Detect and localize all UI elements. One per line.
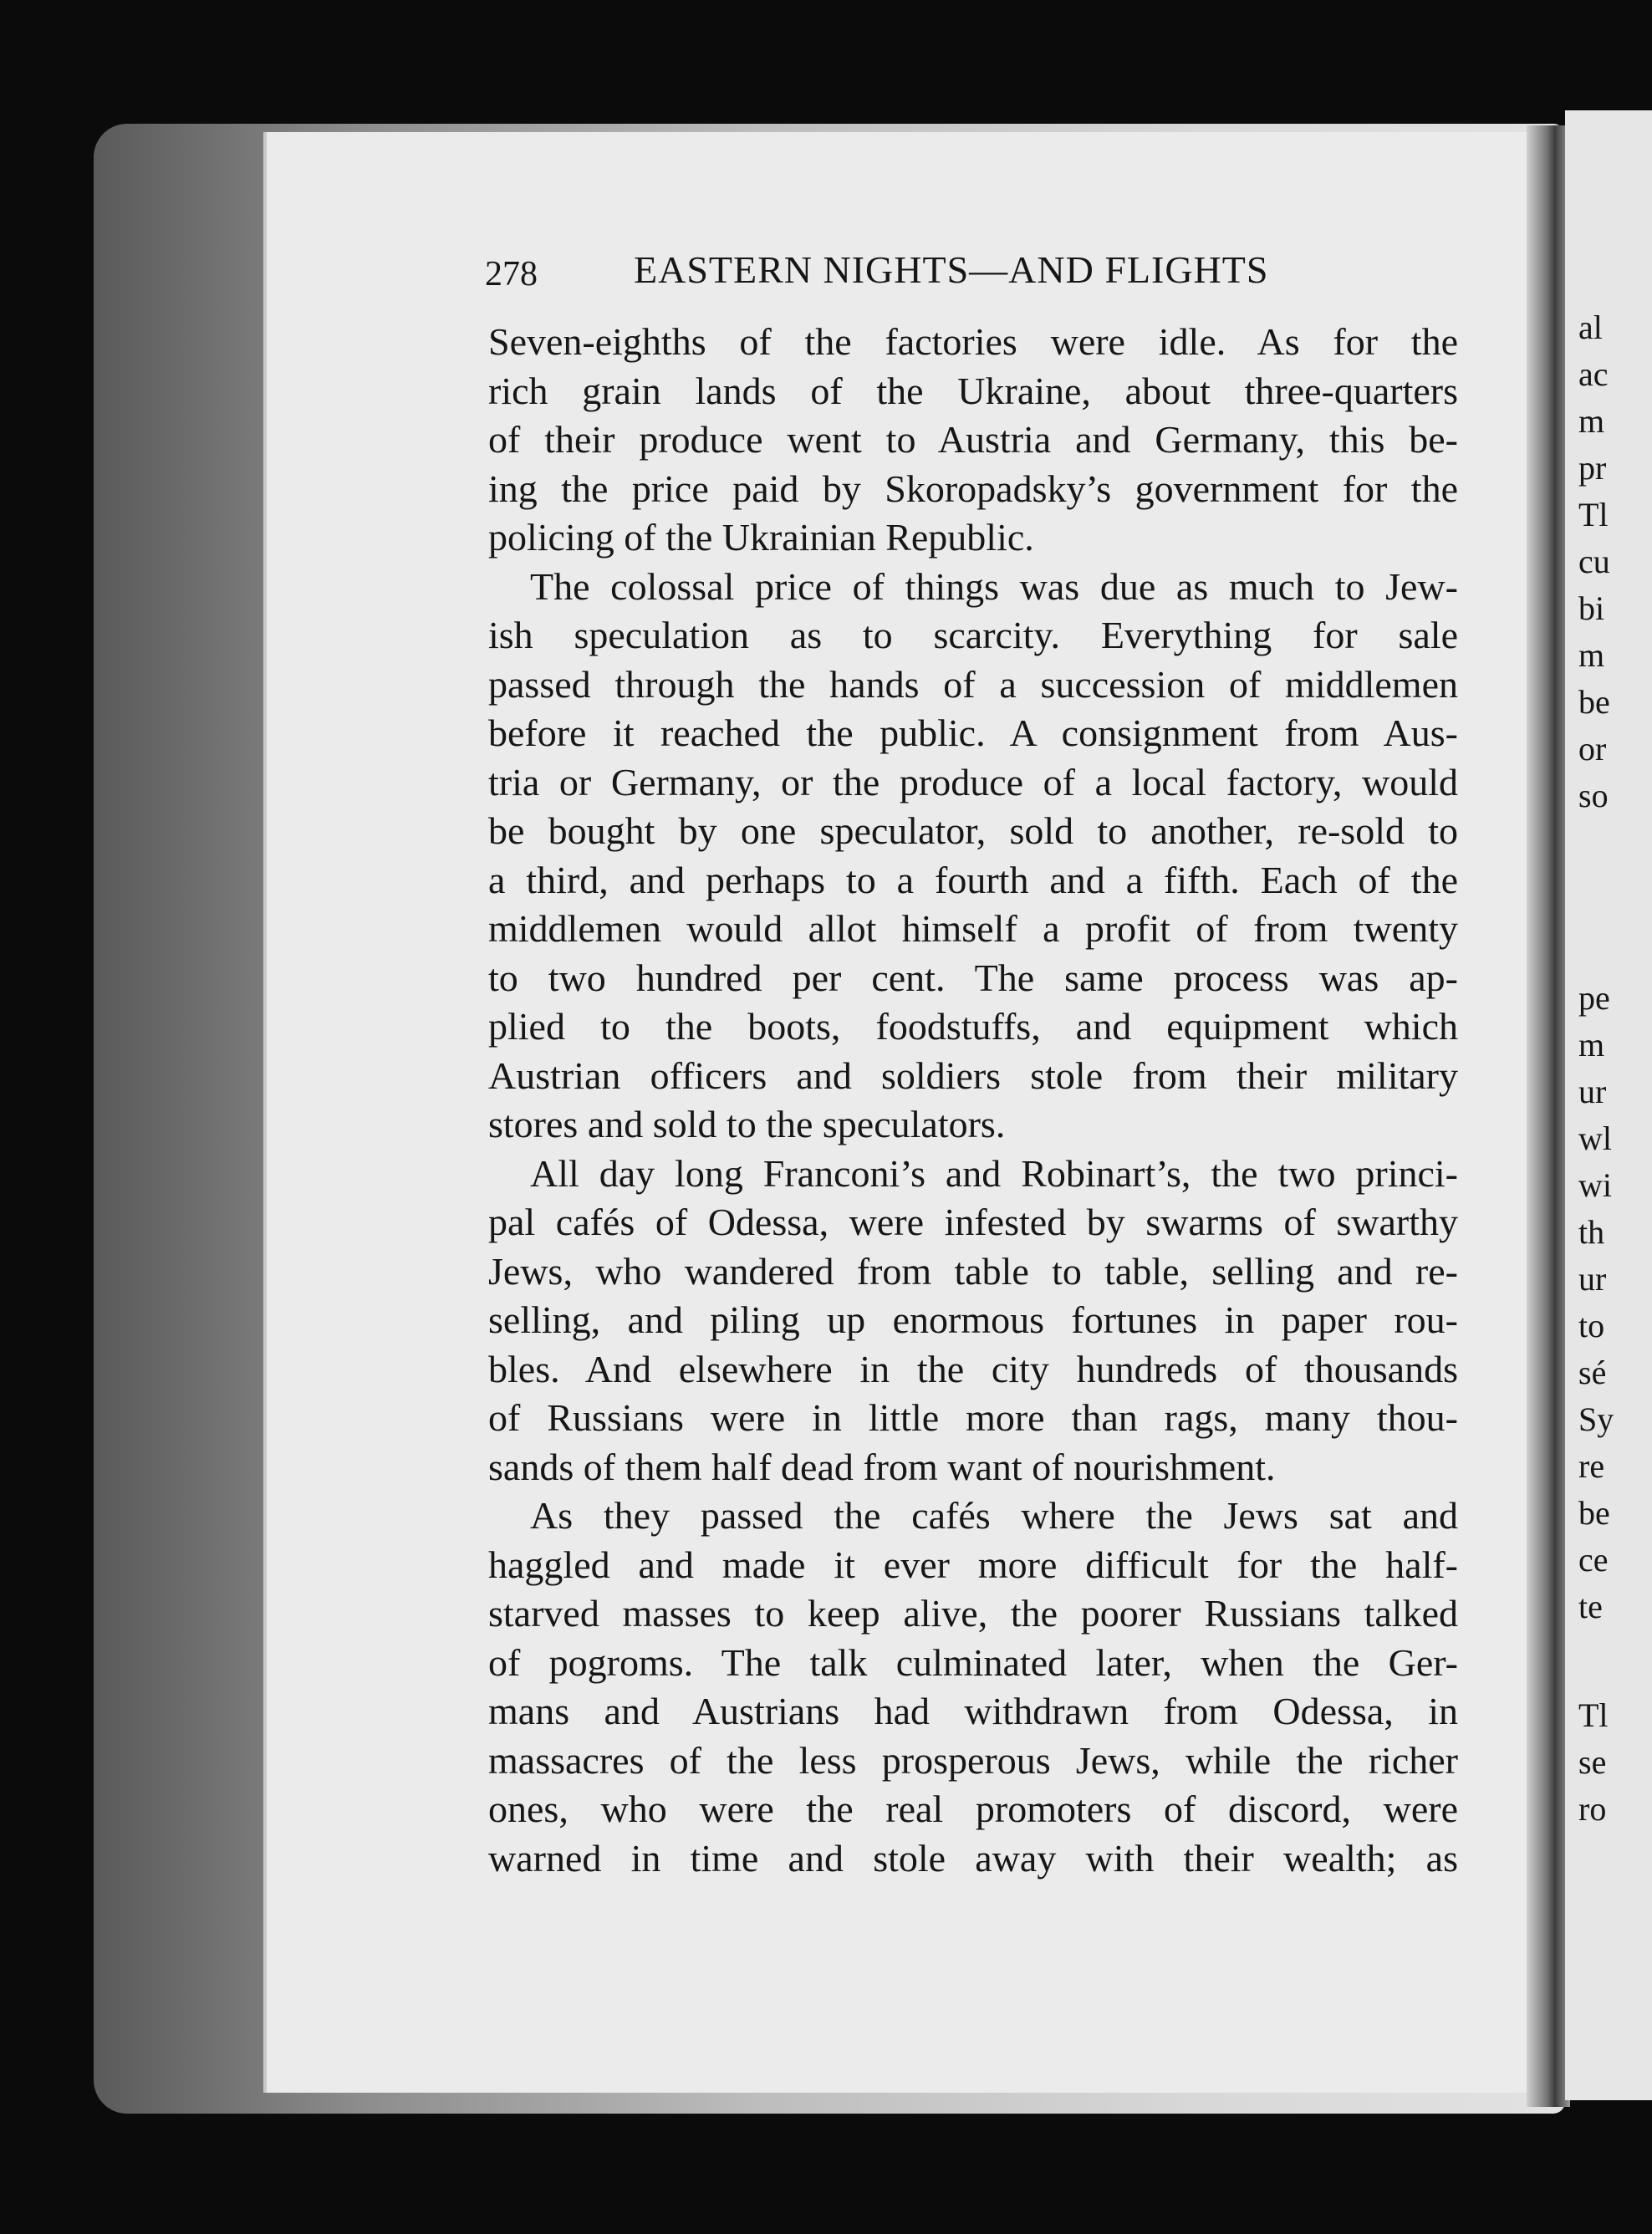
text-line: All day long Franconi’s and Robinart’s, the two princi- bbox=[530, 1151, 1458, 1195]
right-page-fragment: bi bbox=[1578, 589, 1605, 627]
text-line: passed through the hands of a succession of middlemen bbox=[488, 662, 1458, 706]
right-page-fragment: th bbox=[1578, 1213, 1605, 1251]
text-line: sands of them half dead from want of nourishment. bbox=[488, 1445, 1276, 1488]
text-line: ish speculation as to scarcity. Everything for sale bbox=[488, 614, 1458, 656]
right-page-fragment: sé bbox=[1578, 1354, 1607, 1391]
right-page-fragment: m bbox=[1578, 636, 1605, 674]
text-line: stores and sold to the speculators. bbox=[488, 1103, 1006, 1145]
running-title: EASTERN NIGHTS—AND FLIGHTS bbox=[634, 248, 1269, 291]
right-page-fragment: so bbox=[1578, 777, 1609, 814]
right-page-fragment: ce bbox=[1578, 1541, 1609, 1579]
right-page-fragment: se bbox=[1578, 1743, 1607, 1781]
text-line: Jews, who wandered from table to table, selling and re- bbox=[488, 1249, 1458, 1293]
text-line: Austrian officers and soldiers stole from their military bbox=[488, 1053, 1458, 1097]
right-page-fragment: to bbox=[1578, 1307, 1605, 1344]
text-line: massacres of the less prosperous Jews, while the richer bbox=[488, 1738, 1458, 1782]
right-page-fragment: Tl bbox=[1578, 1696, 1609, 1734]
text-line: tria or Germany, or the produce of a local factory, would bbox=[488, 760, 1458, 803]
right-page-fragment: cu bbox=[1578, 543, 1610, 580]
text-line: starved masses to keep alive, the poorer Russians talked bbox=[488, 1592, 1458, 1635]
body-text bbox=[488, 318, 1458, 1883]
right-page-fragment: wi bbox=[1578, 1166, 1612, 1204]
text-line: mans and Austrians had withdrawn from Odessa, in bbox=[488, 1690, 1458, 1732]
text-line: be bought by one speculator, sold to another, re-sold to bbox=[488, 809, 1458, 852]
text-line: haggled and made it ever more difficult for the half- bbox=[488, 1543, 1458, 1586]
right-page-fragment: pe bbox=[1578, 979, 1610, 1017]
text-line: bles. And elsewhere in the city hundreds of thousands bbox=[488, 1347, 1458, 1390]
right-page-fragment: te bbox=[1578, 1588, 1603, 1625]
right-page-fragment: be bbox=[1578, 683, 1610, 721]
text-line: selling, and piling up enormous fortunes in paper rou- bbox=[488, 1298, 1458, 1341]
right-page-text-fragments bbox=[1578, 0, 1652, 2234]
page-header bbox=[485, 247, 1321, 306]
text-line: ing the price paid by Skoropadsky’s government for the bbox=[488, 467, 1458, 510]
page-number: 278 bbox=[485, 255, 538, 293]
text-line: Seven-eighths of the factories were idle. As for the bbox=[488, 320, 1458, 363]
text-line: a third, and perhaps to a fourth and a fifth. Each of the bbox=[488, 858, 1458, 901]
text-line: ones, who were the real promoters of discord, were bbox=[488, 1788, 1458, 1830]
right-page-fragment: Tl bbox=[1578, 496, 1609, 533]
right-page-fragment: m bbox=[1578, 1026, 1605, 1063]
right-page-fragment: ac bbox=[1578, 355, 1609, 393]
text-line: of Russians were in little more than rags, many thou- bbox=[488, 1396, 1458, 1439]
text-line: plied to the boots, foodstuffs, and equipment which bbox=[488, 1005, 1458, 1048]
right-page-fragment: or bbox=[1578, 730, 1607, 768]
text-line: warned in time and stole away with their wealth; as bbox=[488, 1836, 1458, 1880]
right-page-fragment: ur bbox=[1578, 1073, 1607, 1110]
text-line: of their produce went to Austria and Germany, this be- bbox=[488, 418, 1458, 461]
right-page-fragment: ro bbox=[1578, 1790, 1607, 1828]
right-page-fragment: wl bbox=[1578, 1120, 1612, 1157]
book-gutter bbox=[1527, 125, 1570, 2107]
text-line: to two hundred per cent. The same process was ap- bbox=[488, 956, 1458, 999]
right-page-fragment: ur bbox=[1578, 1260, 1607, 1298]
right-page-fragment: Sy bbox=[1578, 1400, 1614, 1438]
right-page-fragment: pr bbox=[1578, 449, 1607, 487]
text-line: policing of the Ukrainian Republic. bbox=[488, 516, 1034, 558]
right-page-fragment: al bbox=[1578, 309, 1603, 346]
text-line: pal cafés of Odessa, were infested by swarms of swarthy bbox=[488, 1201, 1458, 1243]
text-line: As they passed the cafés where the Jews sat and bbox=[530, 1494, 1458, 1537]
right-page-fragment: m bbox=[1578, 402, 1605, 440]
right-page-fragment: be bbox=[1578, 1494, 1610, 1532]
right-page-fragment: re bbox=[1578, 1447, 1605, 1485]
text-line: before it reached the public. A consignment from Aus- bbox=[488, 712, 1458, 754]
text-line: rich grain lands of the Ukraine, about three-quarters bbox=[488, 369, 1458, 412]
text-line: middlemen would allot himself a profit of from twenty bbox=[488, 907, 1458, 950]
text-line: The colossal price of things was due as much to Jew- bbox=[530, 564, 1458, 608]
text-line: of pogroms. The talk culminated later, when the Ger- bbox=[488, 1640, 1458, 1684]
